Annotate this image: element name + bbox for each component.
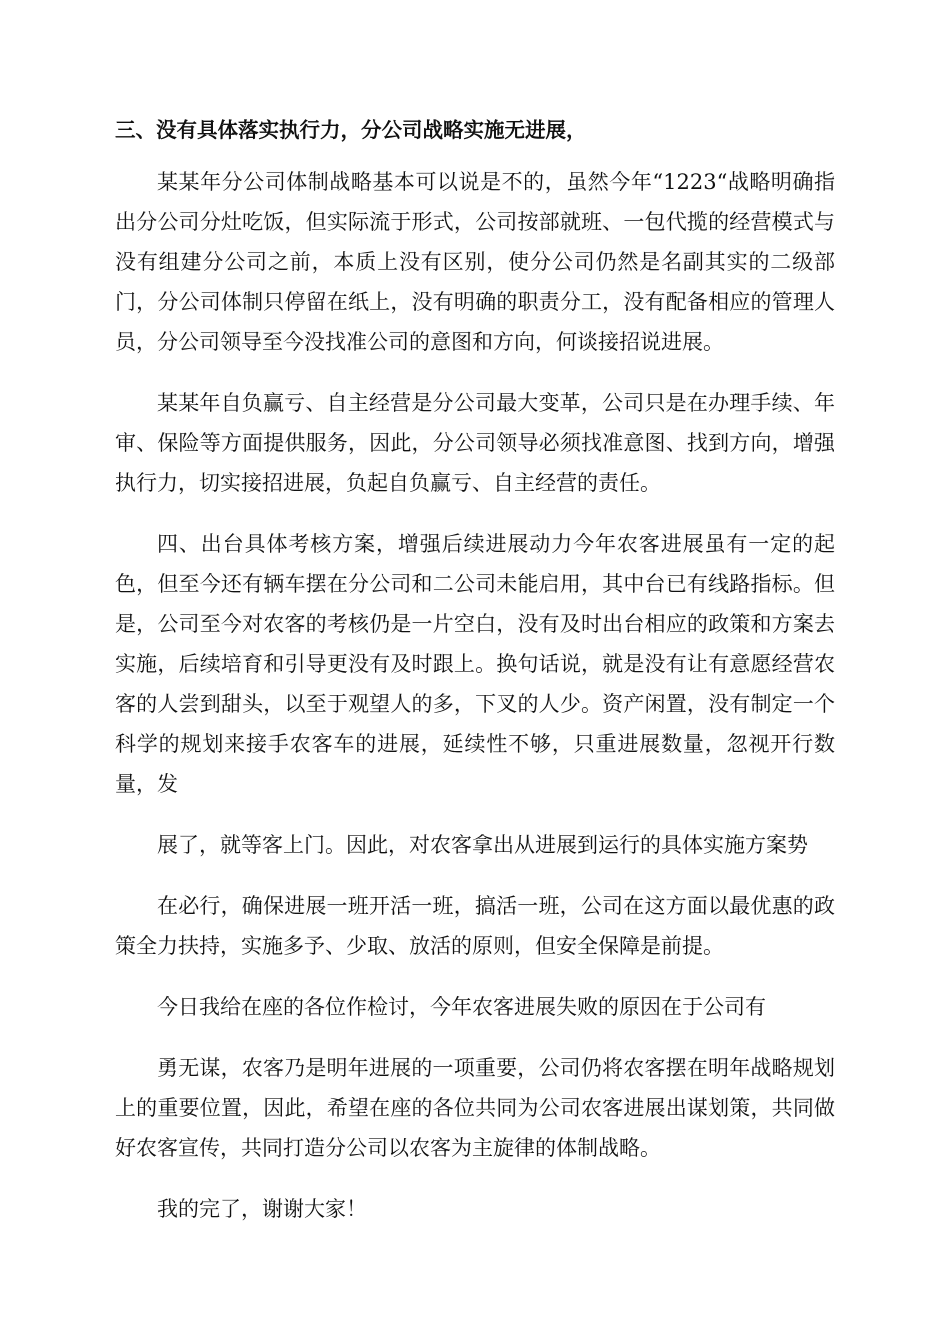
- document-page: [115, 112, 835, 1250]
- section-heading: 三、没有具体落实执行力，分公司战略实施无进展，: [115, 118, 587, 142]
- closing-paragraph: 我的完了，谢谢大家！: [157, 1197, 367, 1221]
- paragraph: 在必行，确保进展一班开活一班，搞活一班，公司在这方面以最优惠的政策全力扶持，实施多予、少取、放活的原则，但安全保障是前提。: [115, 894, 835, 958]
- paragraph: 展了，就等客上门。因此，对农客拿出从进展到运行的具体实施方案势: [157, 833, 808, 857]
- paragraph: 某某年自负赢亏、自主经营是分公司最大变革，公司只是在办理手续、年审、保险等方面提供服务，因此，分公司领导必须找准意图、找到方向，增强执行力，切实接招进展，负起自负赢亏、自主经营的责任。: [115, 391, 835, 495]
- paragraph: 勇无谋，农客乃是明年进展的一项重要，公司仍将农客摆在明年战略规划上的重要位置，因此，希望在座的各位共同为公司农客进展出谋划策，共同做好农客宣传，共同打造分公司以农客为主旋律的体制战略。: [115, 1056, 835, 1160]
- paragraph: 四、出台具体考核方案，增强后续进展动力今年农客进展虽有一定的起色，但至今还有辆车摆在分公司和二公司未能启用，其中台已有线路指标。但是，公司至今对农客的考核仍是一片空白，没有及时出台相应的政策和方案去实施，后续培育和引导更没有及时跟上。换句话说，就是没有让有意愿经营农客的人尝到甜头，以至于观望人的多，下叉的人少。资产闲置，没有制定一个科学的规划来接手农客车的进展，延续性不够，只重进展数量，忽视开行数量，发: [115, 532, 835, 796]
- paragraph: 今日我给在座的各位作检讨，今年农客进展失败的原因在于公司有: [157, 995, 766, 1019]
- paragraph: 某某年分公司体制战略基本可以说是不的，虽然今年“1223“战略明确指出分公司分灶吃饭，但实际流于形式，公司按部就班、一包代揽的经营模式与没有组建分公司之前，本质上没有区别，使分公司仍然是名副其实的二级部门，分公司体制只停留在纸上，没有明确的职责分工，没有配备相应的管理人员，分公司领导至今没找准公司的意图和方向，何谈接招说进展。: [115, 170, 835, 354]
